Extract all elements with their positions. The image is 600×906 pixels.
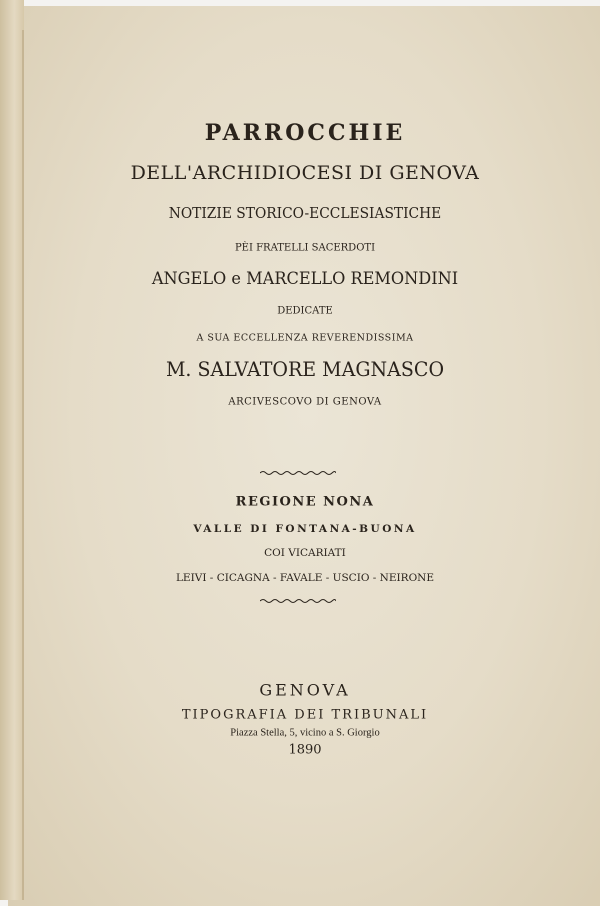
year: 1890 <box>288 742 322 758</box>
subtitle-2: NOTIZIE STORICO-ECCLESIASTICHE <box>168 204 442 222</box>
ornament-rule <box>260 470 336 476</box>
authors: ANGELO e MARCELLO REMONDINI <box>151 269 459 289</box>
vicariates: LEIVI - CICAGNA - FAVALE - USCIO - NEIRONE <box>175 572 435 584</box>
vicariates-label: COI VICARIATI <box>264 547 346 559</box>
page-edge <box>22 30 24 900</box>
dedicatee-title: ARCIVESCOVO DI GENOVA <box>228 396 382 408</box>
dedication-to: A SUA ECCELLENZA REVERENDISSIMA <box>196 332 414 344</box>
by-line: PÈI FRATELLI SACERDOTI <box>234 242 376 254</box>
dedicatee: M. SALVATORE MAGNASCO <box>165 357 445 381</box>
region: REGIONE NONA <box>235 494 375 510</box>
subtitle: DELL'ARCHIDIOCESI DI GENOVA <box>130 162 480 184</box>
address: Piazza Stella, 5, vicino a S. Giorgio <box>230 727 380 739</box>
ornament-rule <box>260 598 336 604</box>
printer: TIPOGRAFIA DEI TRIBUNALI <box>181 707 429 723</box>
dedicate-label: DEDICATE <box>277 305 333 317</box>
city: GENOVA <box>259 680 351 700</box>
book-title: PARROCCHIE <box>204 120 406 146</box>
valley: VALLE DI FONTANA-BUONA <box>193 523 417 535</box>
